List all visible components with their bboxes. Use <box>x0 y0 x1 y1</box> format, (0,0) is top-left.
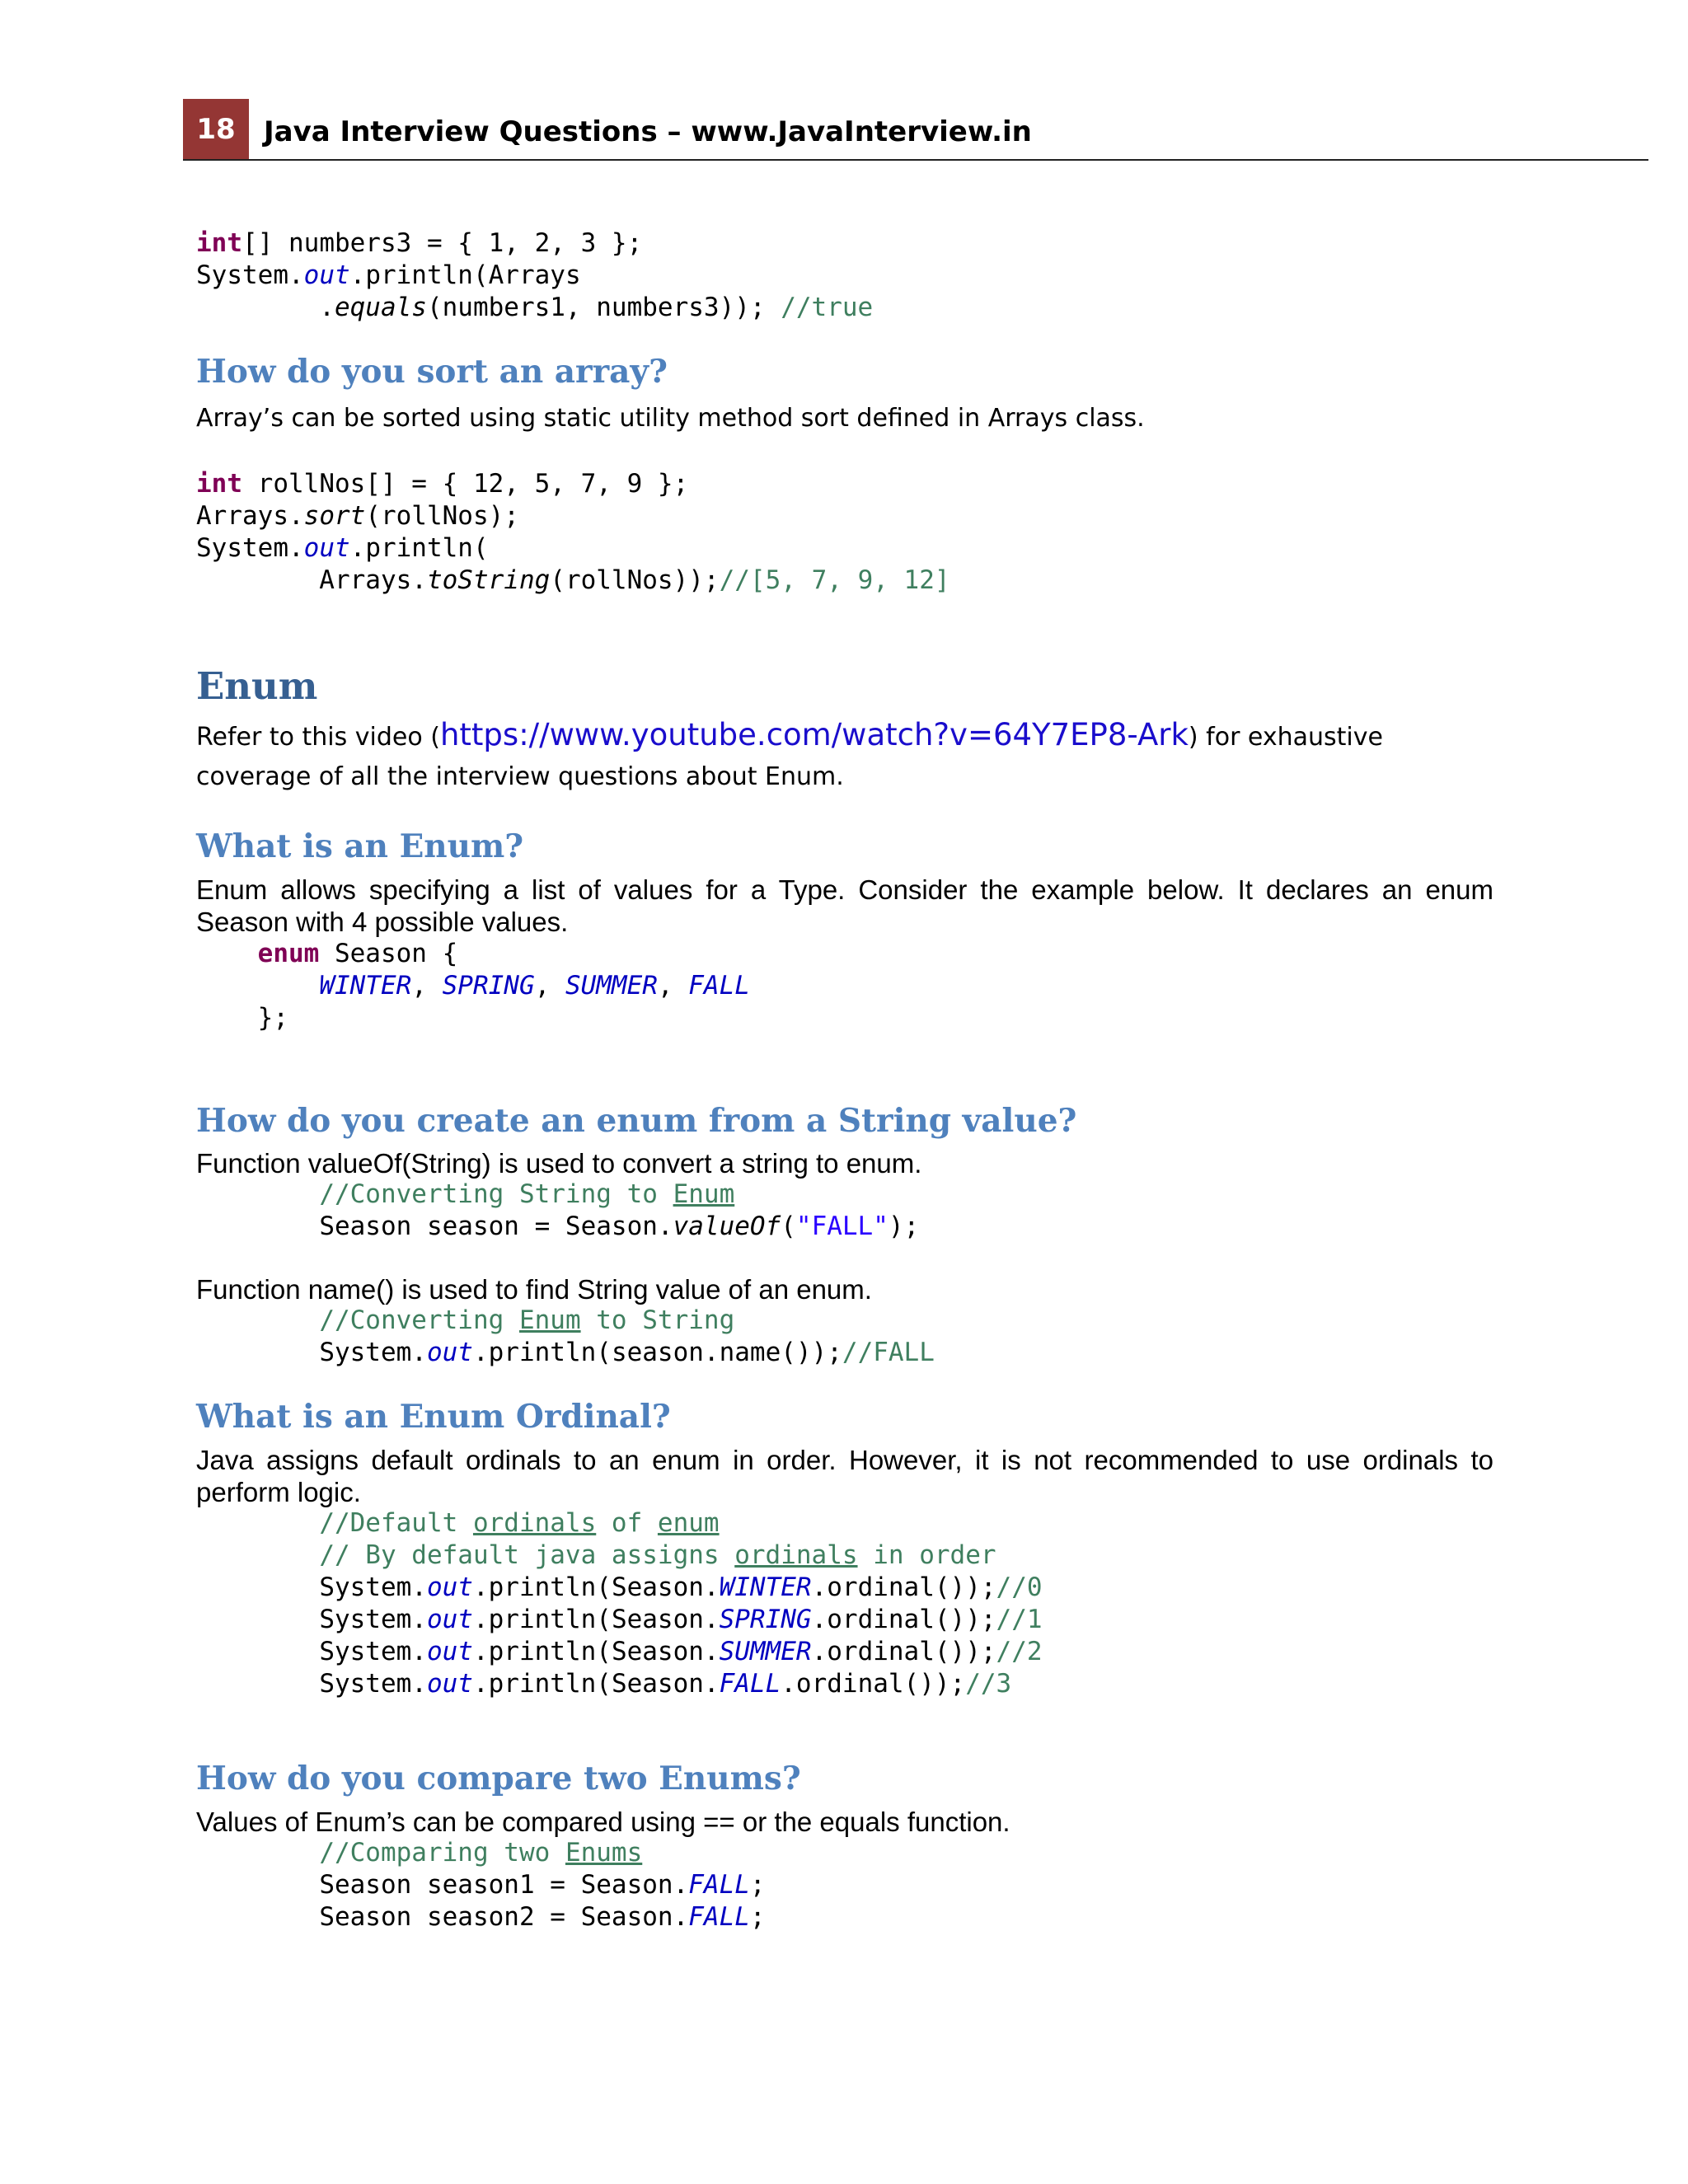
code-block-arrays-equals <box>196 227 873 324</box>
code-text: (rollNos); <box>365 501 519 531</box>
paragraph-compare-enums: Values of Enum’s can be compared using == or the equals function. <box>196 1807 1010 1837</box>
code-text: .ordinal()); <box>781 1669 966 1699</box>
code-text: (numbers1, numbers3)); <box>426 293 781 322</box>
code-text: System. <box>319 1637 427 1666</box>
code-indent <box>196 1305 319 1335</box>
code-text: .println( <box>349 533 489 563</box>
code-indent <box>196 1870 319 1900</box>
youtube-video-link[interactable]: https://www.youtube.com/watch?v=64Y7EP8-Ark <box>439 717 1189 752</box>
code-text: Arrays. <box>196 565 427 595</box>
page-number: 18 <box>183 99 249 161</box>
code-method: toString <box>426 565 551 595</box>
code-text: [] numbers3 = { 1, 2, 3 }; <box>242 228 643 258</box>
code-block-valueof <box>196 1179 919 1243</box>
heading-create-enum-from-string: How do you create an enum from a String value? <box>196 1102 1077 1140</box>
code-comment: of <box>596 1508 658 1538</box>
code-indent <box>196 1902 319 1932</box>
heading-enum: Enum <box>196 664 318 708</box>
code-comment: enum <box>657 1508 720 1538</box>
code-method: valueOf <box>673 1212 781 1241</box>
code-keyword: int <box>196 228 242 258</box>
code-indent <box>196 1540 319 1570</box>
enum-constant: FALL <box>688 971 750 1001</box>
code-text: .ordinal()); <box>811 1605 996 1634</box>
code-text: ( <box>781 1212 796 1241</box>
code-text: System. <box>319 1338 427 1367</box>
code-comment: in order <box>857 1540 996 1570</box>
code-text: .println(Season. <box>472 1572 720 1602</box>
heading-what-is-enum: What is an Enum? <box>196 827 524 865</box>
paragraph-what-is-enum: Enum allows specifying a list of values for a Type. Consider the example below. It declares an enum Season with 4 possible values. <box>196 874 1493 937</box>
code-text: System. <box>196 533 304 563</box>
paragraph-enum-video <box>196 715 1383 758</box>
code-indent <box>196 1669 319 1699</box>
text-span: Refer to this video ( <box>196 723 440 752</box>
code-text: , <box>411 971 443 1001</box>
code-field: out <box>426 1572 473 1602</box>
code-block-enum-season <box>196 938 750 1034</box>
code-indent <box>196 971 319 1001</box>
code-indent <box>196 1572 319 1602</box>
code-text: .ordinal()); <box>811 1572 996 1602</box>
code-text: .println(Season. <box>472 1669 720 1699</box>
code-comment: //1 <box>996 1605 1043 1634</box>
code-indent <box>196 1179 319 1209</box>
heading-enum-ordinal: What is an Enum Ordinal? <box>196 1398 671 1436</box>
code-text: Season season2 = Season. <box>319 1902 689 1932</box>
code-indent <box>196 939 258 968</box>
code-text: ; <box>749 1870 766 1900</box>
heading-sort-array: How do you sort an array? <box>196 353 668 391</box>
enum-constant: WINTER <box>319 971 412 1001</box>
enum-constant: SPRING <box>719 1605 812 1634</box>
code-text: System. <box>319 1605 427 1634</box>
code-text: Season { <box>319 939 458 968</box>
code-comment: ordinals <box>734 1540 858 1570</box>
code-indent <box>196 1508 319 1538</box>
code-indent <box>196 1637 319 1666</box>
code-block-name <box>196 1305 935 1369</box>
enum-constant: FALL <box>688 1902 750 1932</box>
code-block-ordinals <box>196 1507 1043 1700</box>
code-comment: Enum <box>518 1305 581 1335</box>
code-text: System. <box>319 1572 427 1602</box>
code-text: ; <box>749 1902 766 1932</box>
code-string: "FALL" <box>795 1212 889 1241</box>
enum-constant: FALL <box>719 1669 781 1699</box>
code-comment: //0 <box>996 1572 1043 1602</box>
enum-constant: SPRING <box>442 971 535 1001</box>
enum-constant: WINTER <box>719 1572 812 1602</box>
code-comment: Enum <box>673 1179 735 1209</box>
code-comment: Enums <box>565 1838 643 1868</box>
paragraph-sort-array: Array’s can be sorted using static utility method sort defined in Arrays class. <box>196 404 1145 433</box>
code-comment: //FALL <box>842 1338 935 1367</box>
code-text: ); <box>888 1212 920 1241</box>
code-indent <box>196 1838 319 1868</box>
code-comment: // By default java assigns <box>319 1540 735 1570</box>
code-field: out <box>426 1637 473 1666</box>
code-keyword: enum <box>257 939 320 968</box>
code-comment: ordinals <box>472 1508 597 1538</box>
code-indent <box>196 1212 319 1241</box>
code-comment: //Comparing two <box>319 1838 565 1868</box>
paragraph-name-function: Function name() is used to find String value of an enum. <box>196 1274 872 1305</box>
paragraph-enum-coverage: coverage of all the interview questions about Enum. <box>196 762 844 791</box>
running-header-title: Java Interview Questions – www.JavaInterview.in <box>264 115 1032 148</box>
code-comment: to String <box>580 1305 735 1335</box>
header-divider <box>183 159 1648 161</box>
code-text: .println(Season. <box>472 1637 720 1666</box>
code-text: Season season = Season. <box>319 1212 673 1241</box>
code-comment: //2 <box>996 1637 1043 1666</box>
code-text: . <box>196 293 335 322</box>
code-comment: //[5, 7, 9, 12] <box>719 565 950 595</box>
code-text: , <box>534 971 565 1001</box>
code-comment: //Default <box>319 1508 473 1538</box>
code-text: Arrays. <box>196 501 304 531</box>
code-text: System. <box>196 260 304 290</box>
code-field: out <box>426 1669 473 1699</box>
code-field: out <box>303 533 350 563</box>
code-field: out <box>426 1605 473 1634</box>
enum-constant: SUMMER <box>565 971 658 1001</box>
code-indent <box>196 1605 319 1634</box>
code-text: System. <box>319 1669 427 1699</box>
code-method: equals <box>334 293 427 322</box>
code-comment: //Converting <box>319 1305 519 1335</box>
code-text: }; <box>196 1003 288 1033</box>
paragraph-enum-ordinal: Java assigns default ordinals to an enum in order. However, it is not recommended to use ordinals to perform logic. <box>196 1445 1493 1507</box>
enum-constant: SUMMER <box>719 1637 812 1666</box>
code-text: .println(Arrays <box>349 260 581 290</box>
code-text: Season season1 = Season. <box>319 1870 689 1900</box>
code-field: out <box>303 260 350 290</box>
code-text: rollNos[] = { 12, 5, 7, 9 }; <box>242 469 689 499</box>
paragraph-valueof: Function valueOf(String) is used to convert a string to enum. <box>196 1148 922 1179</box>
code-text: .println(Season. <box>472 1605 720 1634</box>
code-comment: //3 <box>965 1669 1012 1699</box>
code-block-sort <box>196 468 950 597</box>
code-field: out <box>426 1338 473 1367</box>
code-indent <box>196 1338 319 1367</box>
heading-compare-enums: How do you compare two Enums? <box>196 1760 801 1797</box>
text-span: ) for exhaustive <box>1188 723 1383 752</box>
code-comment: //Converting String to <box>319 1179 673 1209</box>
code-text: (rollNos)); <box>550 565 720 595</box>
code-block-compare <box>196 1837 766 1933</box>
code-comment: //true <box>781 293 874 322</box>
code-method: sort <box>303 501 366 531</box>
enum-constant: FALL <box>688 1870 750 1900</box>
code-text: , <box>657 971 689 1001</box>
code-text: .ordinal()); <box>811 1637 996 1666</box>
code-text: .println(season.name()); <box>472 1338 842 1367</box>
code-keyword: int <box>196 469 242 499</box>
